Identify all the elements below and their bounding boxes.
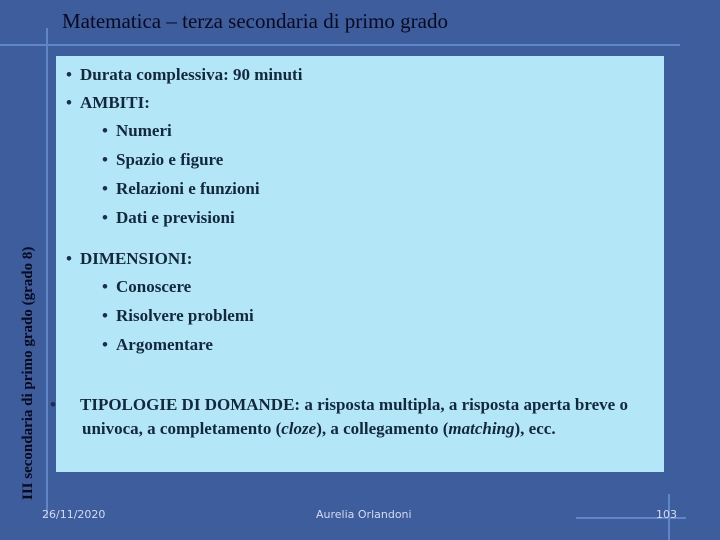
decorative-line-top	[0, 44, 680, 46]
ambiti-heading: AMBITI:	[80, 93, 150, 112]
bullet-list	[50, 56, 664, 472]
content-panel	[50, 56, 664, 472]
bullet-dimensioni	[66, 249, 192, 269]
ambiti-item: Dati e previsioni	[116, 208, 235, 227]
duration-text: Durata complessiva: 90 minuti	[80, 65, 303, 84]
bullet-glyph: •	[102, 179, 108, 198]
bullet-duration	[66, 65, 302, 85]
footer-date: 26/11/2020	[42, 508, 106, 521]
tipologie-text-a: TIPOLOGIE DI DOMANDE: a risposta multipla, a risposta aperta breve o univoca, a completamento (	[80, 395, 628, 438]
side-label: III secondaria di primo grado (grado 8)	[20, 246, 36, 500]
bullet-glyph: •	[66, 249, 72, 268]
sub-bullet	[102, 179, 260, 199]
sub-bullet	[102, 335, 213, 355]
decorative-line-left	[46, 28, 48, 518]
sub-bullet	[102, 150, 223, 170]
bullet-glyph: •	[102, 208, 108, 227]
bullet-glyph: •	[102, 121, 108, 140]
tipologie-text-c: ), ecc.	[514, 419, 556, 438]
bullet-glyph: •	[50, 395, 56, 414]
bullet-ambiti	[66, 93, 150, 113]
tipologie-text-b: ), a collegamento (	[316, 419, 449, 438]
ambiti-item: Spazio e figure	[116, 150, 224, 169]
sub-bullet	[102, 208, 235, 228]
bullet-glyph: •	[102, 335, 108, 354]
bullet-tipologie	[50, 393, 642, 441]
bullet-glyph: •	[66, 93, 72, 112]
ambiti-item: Relazioni e funzioni	[116, 179, 260, 198]
slide-title: Matematica – terza secondaria di primo grado	[62, 9, 448, 33]
bullet-glyph: •	[102, 150, 108, 169]
footer-page-number: 103	[656, 508, 677, 521]
tipologie-cloze: cloze	[281, 419, 317, 438]
footer-author: Aurelia Orlandoni	[316, 508, 412, 521]
sub-bullet	[102, 306, 254, 326]
bullet-glyph: •	[66, 65, 72, 84]
dimensioni-item: Risolvere problemi	[116, 306, 254, 325]
tipologie-matching: matching	[448, 419, 515, 438]
dimensioni-heading: DIMENSIONI:	[80, 249, 193, 268]
sub-bullet	[102, 121, 172, 141]
dimensioni-item: Argomentare	[116, 335, 213, 354]
bullet-glyph: •	[102, 306, 108, 325]
dimensioni-item: Conoscere	[116, 277, 192, 296]
bullet-glyph: •	[102, 277, 108, 296]
ambiti-item: Numeri	[116, 121, 172, 140]
sub-bullet	[102, 277, 191, 297]
